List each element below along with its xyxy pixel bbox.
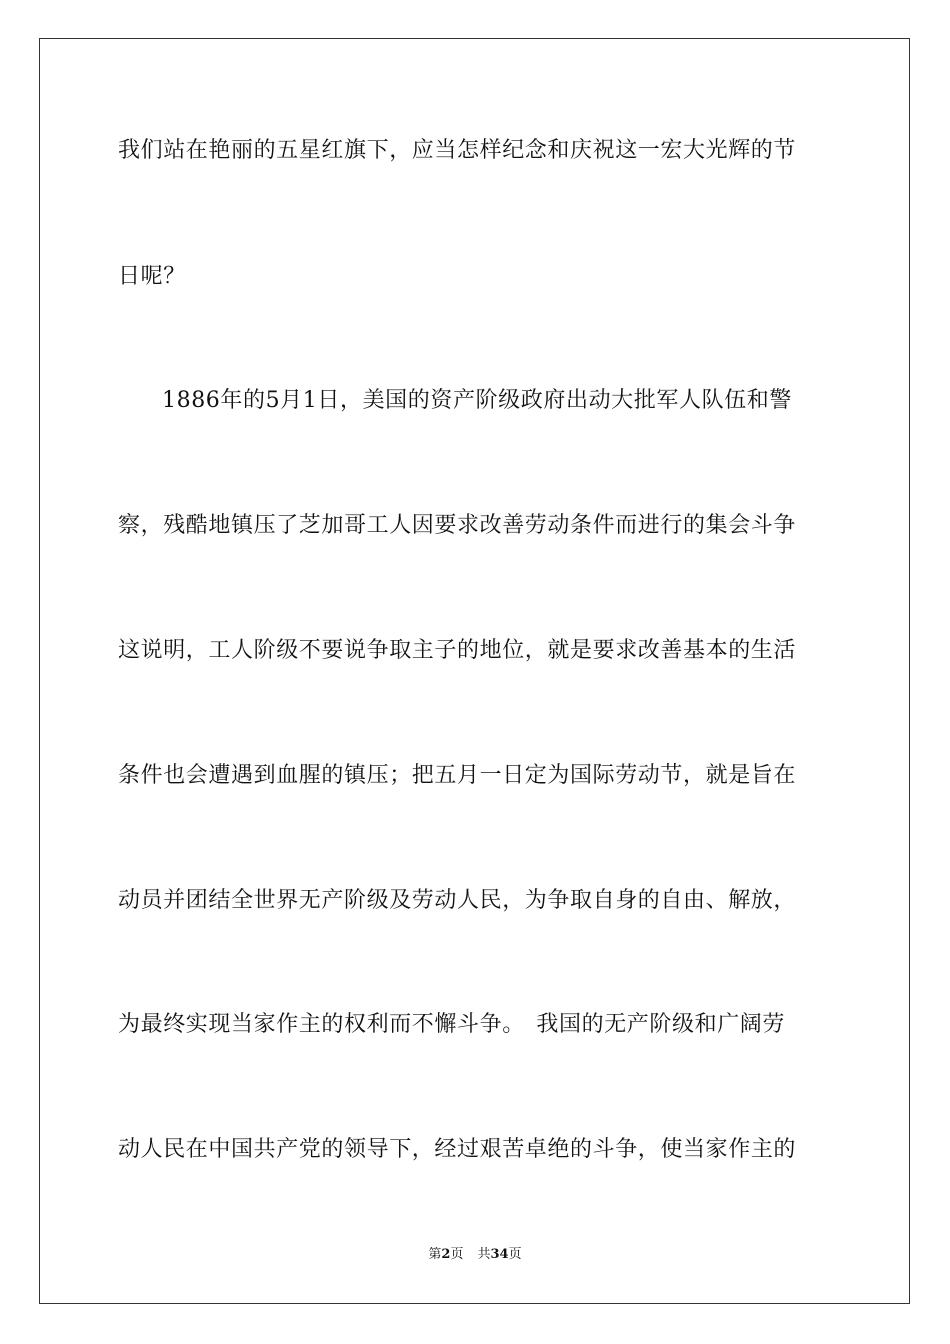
text-line: 条件也会遭遇到血腥的镇压；把五月一日定为国际劳动节，就是旨在 bbox=[118, 763, 797, 788]
text-line: 日呢？ bbox=[118, 264, 186, 289]
text-line: 我们站在艳丽的五星红旗下，应当怎样纪念和庆祝这一宏大光辉的节 bbox=[118, 138, 797, 163]
total-prefix: 共 bbox=[477, 1247, 491, 1262]
text-line: 1886年的5月1日，美国的资产阶级政府出动大批军人队伍和警 bbox=[162, 388, 792, 413]
total-pages: 34 bbox=[490, 1247, 509, 1262]
text-line: 这说明，工人阶级不要说争取主子的地位，就是要求改善基本的生活 bbox=[118, 638, 797, 663]
total-suffix: 页 bbox=[508, 1247, 522, 1262]
text-line: 动人民在中国共产党的领导下，经过艰苦卓绝的斗争，使当家作主的 bbox=[118, 1137, 797, 1162]
page-border bbox=[39, 38, 910, 1304]
page-prefix: 第 bbox=[428, 1247, 442, 1262]
page-footer bbox=[0, 1246, 950, 1264]
text-line: 动员并团结全世界无产阶级及劳动人民，为争取自身的自由、解放， bbox=[118, 888, 797, 913]
page-suffix: 页 bbox=[450, 1247, 464, 1262]
text-line: 为最终实现当家作主的权利而不懈斗争。 我国的无产阶级和广阔劳 bbox=[118, 1012, 786, 1037]
page-number: 2 bbox=[441, 1247, 451, 1262]
text-line: 察，残酷地镇压了芝加哥工人因要求改善劳动条件而进行的集会斗争 bbox=[118, 513, 797, 538]
